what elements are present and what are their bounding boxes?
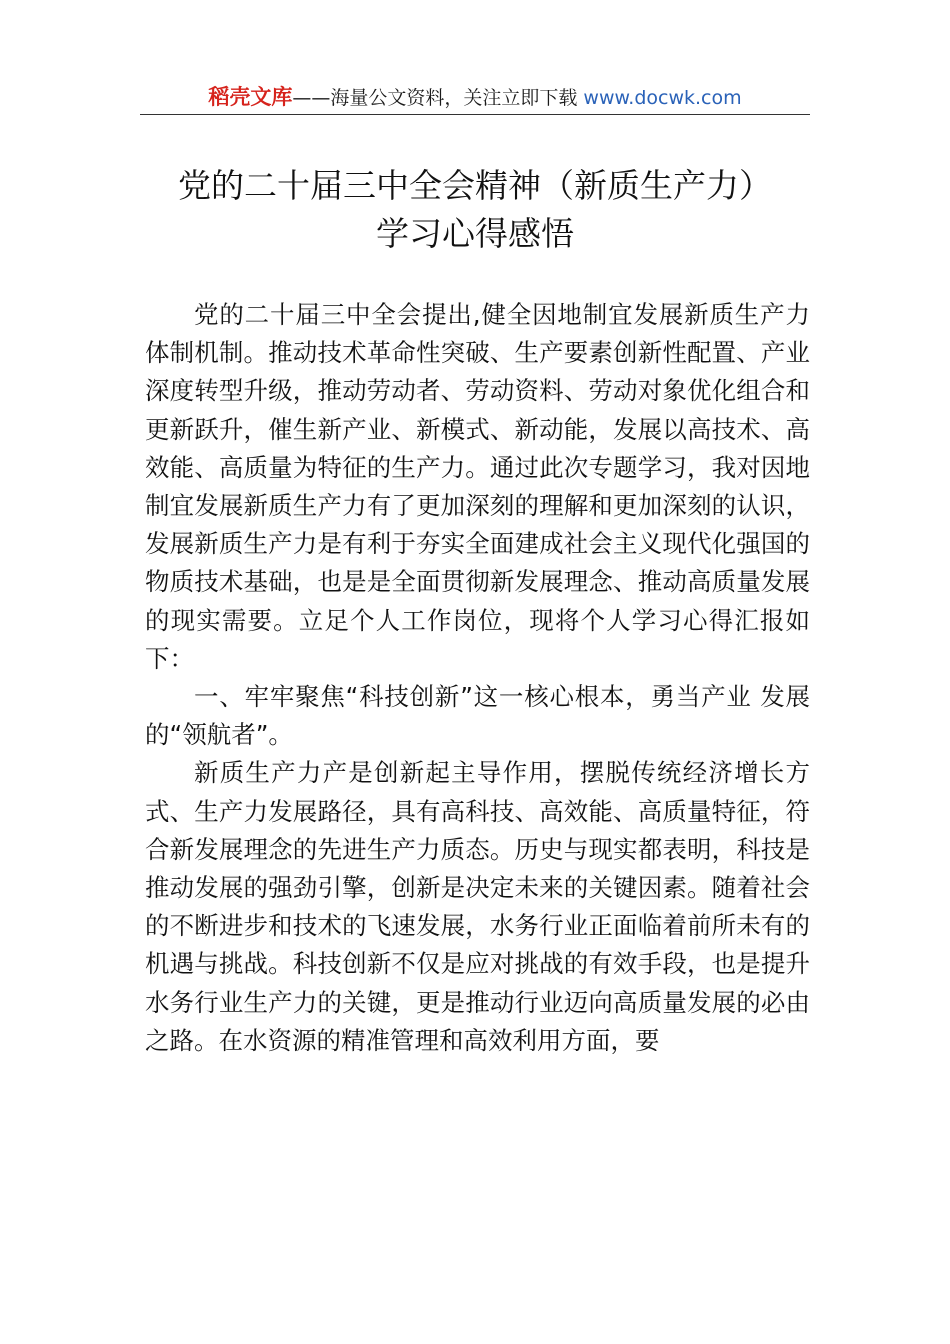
paragraph-section-1: 新质生产力产是创新起主导作用，摆脱传统经济增长方式、生产力发展路径，具有高科技、高效能、高质量特征，符合新发展理念的先进生产力质态。历史与现实都表明，科技是推动发展的强劲引擎，创新是决定未来的关键因素。随着社会的不断进步和技术的飞速发展，水务行业正面临着前所未有的机遇与挑战。科技创新不仅是应对挑战的有效手段，也是提升水务行业生产力的关键，更是推动行业迈向高质量发展的必由之路。在水资源的精准管理和高效利用方面，要 bbox=[145, 758, 810, 1055]
title-line-2: 学习心得感悟 bbox=[376, 214, 574, 253]
document-title bbox=[100, 162, 850, 258]
site-url-link[interactable]: www.docwk.com bbox=[583, 87, 742, 109]
page-header bbox=[140, 82, 810, 116]
header-tagline: ——海量公文资料，关注立即下载 bbox=[292, 87, 578, 109]
title-line-1: 党的二十届三中全会精神（新质生产力） bbox=[178, 166, 772, 205]
paragraph-intro: 党的二十届三中全会提出,健全因地制宜发展新质生产力体制机制。推动技术革命性突破、生产要素创新性配置、产业深度转型升级，推动劳动者、劳动资料、劳动对象优化组合和更新跃升，催生新产业、新模式、新动能，发展以高技术、高效能、高质量为特征的生产力。通过此次专题学习，我对因地制宜发展新质生产力有了更加深刻的理解和更加深刻的认识，发展新质生产力是有利于夯实全面建成社会主义现代化强国的物质技术基础，也是是全面贯彻新发展理念、推动高质量发展的现实需要。立足个人工作岗位，现将个人学习心得汇报如下： bbox=[145, 300, 810, 673]
brand-logo-text: 稻壳文库 bbox=[208, 85, 293, 109]
header-divider bbox=[140, 114, 810, 115]
document-body bbox=[145, 296, 810, 1060]
section-heading-1: 一、牢牢聚焦“科技创新”这一核心根本，勇当产业 发展的“领航者”。 bbox=[145, 682, 810, 750]
